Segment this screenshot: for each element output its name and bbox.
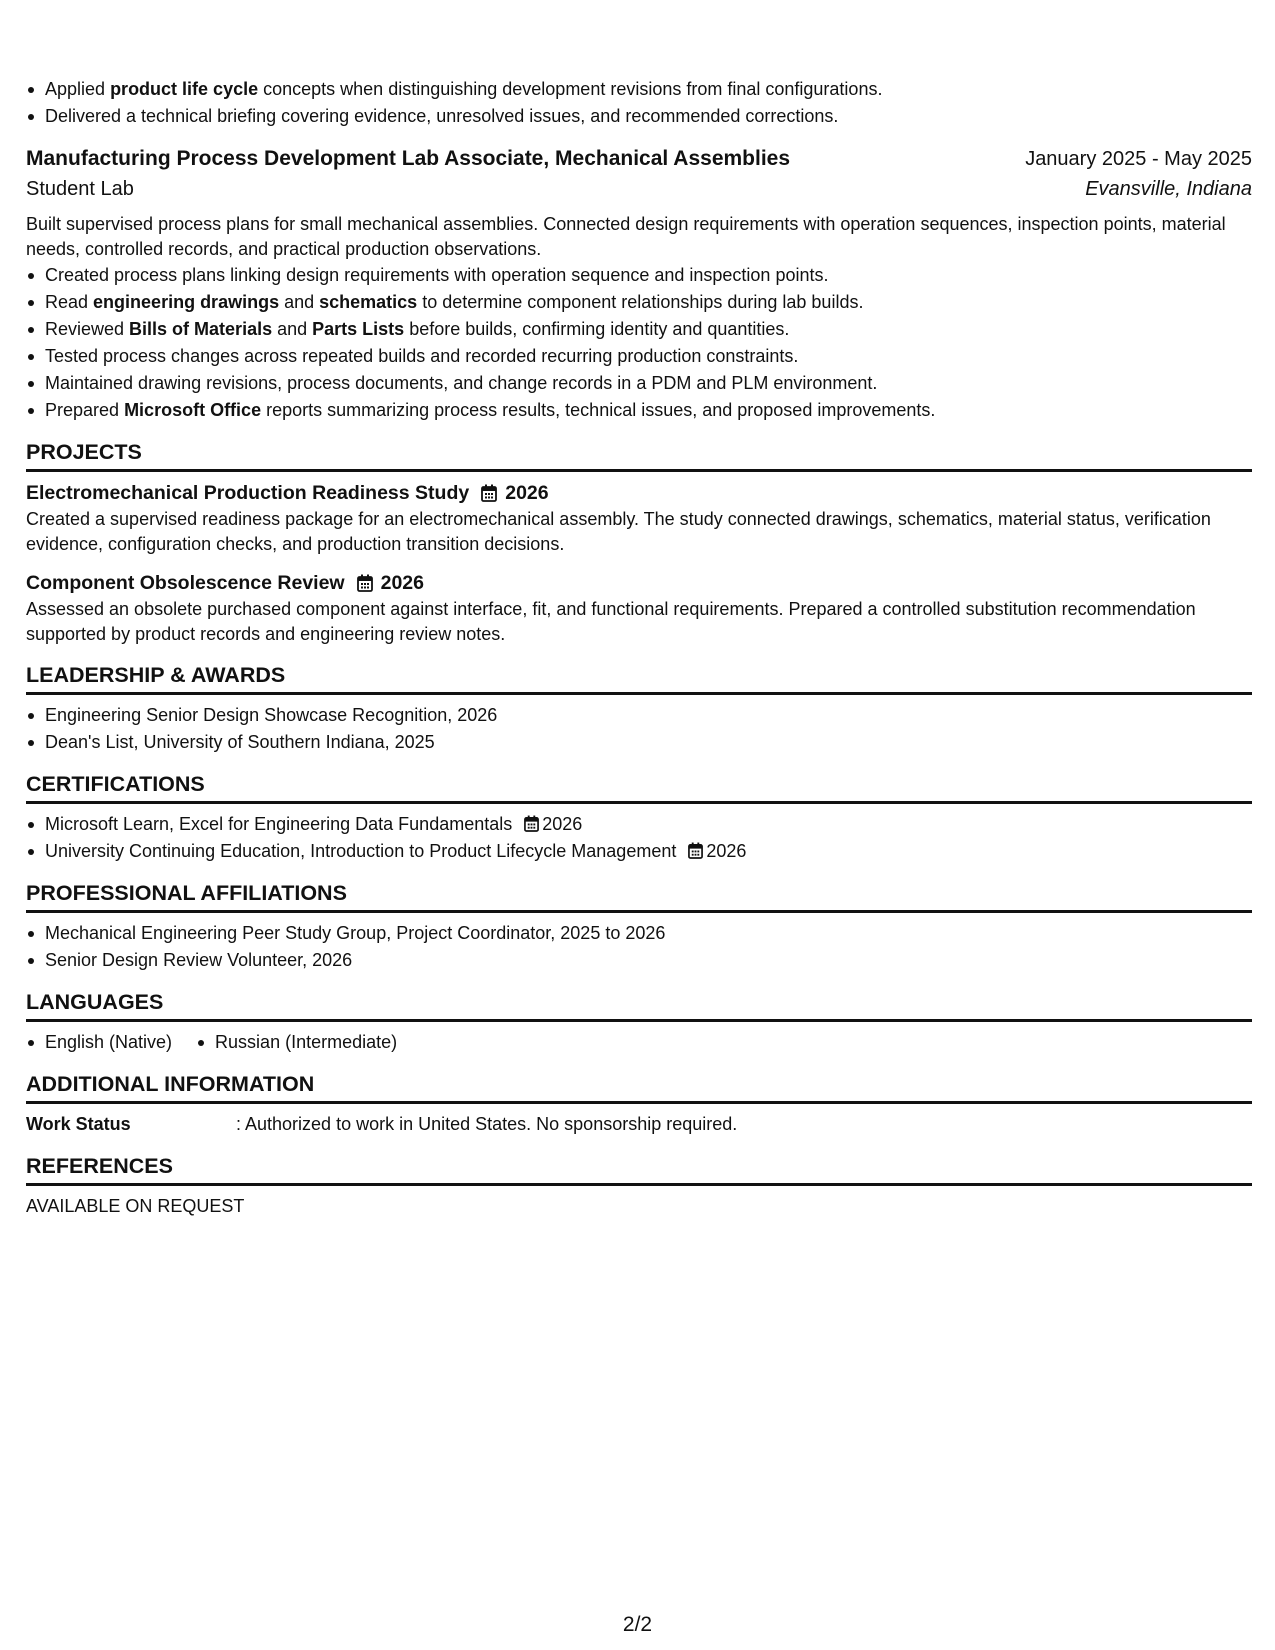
project-entry — [26, 479, 1252, 557]
job-title: Manufacturing Process Development Lab Associate, Mechanical Assemblies — [26, 147, 791, 170]
job-location: Evansville, Indiana — [1085, 178, 1252, 200]
list-item: Engineering Senior Design Showcase Recognition, 2026 — [45, 702, 1252, 729]
resume-page — [26, 76, 1252, 1220]
job-subheader — [26, 174, 1252, 204]
list-item: Created process plans linking design requirements with operation sequence and inspection points. — [45, 262, 1252, 289]
certification-name: Microsoft Learn, Excel for Engineering Data Fundamentals — [45, 814, 513, 834]
job-description: Built supervised process plans for small mechanical assemblies. Connected design requirements with operation sequences, inspection points, material needs, controlled records, and practical production observations. — [26, 214, 1226, 259]
list-item: English (Native) — [45, 1029, 172, 1056]
project-title: Electromechanical Production Readiness Study — [26, 482, 470, 504]
job-bullets — [26, 262, 1252, 424]
job-header — [26, 144, 1252, 174]
list-item: Russian (Intermediate) — [215, 1029, 397, 1056]
list-item: Reviewed Bills of Materials and Parts Lists before builds, confirming identity and quantities. — [45, 316, 1252, 343]
certification-name: University Continuing Education, Introduction to Product Lifecycle Management — [45, 841, 677, 861]
calendar-icon — [688, 842, 703, 859]
project-title: Component Obsolescence Review — [26, 572, 345, 594]
job-dates: January 2025 - May 2025 — [1025, 148, 1252, 170]
list-item: Mechanical Engineering Peer Study Group, Project Coordinator, 2025 to 2026 — [45, 920, 1252, 947]
certification-date: 2026 — [688, 841, 746, 861]
calendar-icon — [357, 574, 373, 592]
list-item: Dean's List, University of Southern Indiana, 2025 — [45, 729, 1252, 756]
list-item: Prepared Microsoft Office reports summarizing process results, technical issues, and proposed improvements. — [45, 397, 1252, 424]
list-item: Delivered a technical briefing covering evidence, unresolved issues, and recommended corrections. — [45, 103, 1252, 130]
affiliations-list — [26, 920, 1252, 974]
project-header — [26, 479, 1252, 507]
calendar-icon — [524, 815, 539, 832]
section-heading-languages: LANGUAGES — [26, 988, 1252, 1022]
work-status-row — [26, 1111, 1252, 1138]
work-status-label: Work Status — [26, 1114, 131, 1134]
references-text: AVAILABLE ON REQUEST — [26, 1196, 245, 1216]
section-heading-leadership: LEADERSHIP & AWARDS — [26, 661, 1252, 695]
project-year: 2026 — [505, 482, 549, 504]
list-item — [45, 838, 1252, 865]
languages-list — [26, 1029, 1252, 1056]
certification-date: 2026 — [524, 814, 582, 834]
leadership-list — [26, 702, 1252, 756]
experience-tail-list — [26, 76, 1252, 130]
list-item: Applied product life cycle concepts when distinguishing development revisions from final configurations. — [45, 76, 1252, 103]
list-item: Tested process changes across repeated builds and recorded recurring production constraints. — [45, 343, 1252, 370]
page-number: 2/2 — [622, 1613, 653, 1636]
certifications-list — [26, 811, 1252, 865]
section-heading-additional-info: ADDITIONAL INFORMATION — [26, 1070, 1252, 1104]
job-organization: Student Lab — [26, 178, 134, 200]
project-year: 2026 — [380, 572, 424, 594]
project-entry — [26, 569, 1252, 647]
list-item: Read engineering drawings and schematics to determine component relationships during lab builds. — [45, 289, 1252, 316]
work-status-value: : Authorized to work in United States. No sponsorship required. — [236, 1114, 738, 1134]
section-heading-projects: PROJECTS — [26, 438, 1252, 472]
section-heading-affiliations: PROFESSIONAL AFFILIATIONS — [26, 879, 1252, 913]
section-heading-certifications: CERTIFICATIONS — [26, 770, 1252, 804]
list-item — [45, 811, 1252, 838]
calendar-icon — [481, 484, 497, 502]
project-header — [26, 569, 1252, 597]
project-description: Created a supervised readiness package for an electromechanical assembly. The study connected drawings, schematics, material status, verification evidence, configuration checks, and production transition decisions. — [26, 509, 1211, 554]
list-item: Maintained drawing revisions, process documents, and change records in a PDM and PLM environment. — [45, 370, 1252, 397]
list-item: Senior Design Review Volunteer, 2026 — [45, 947, 1252, 974]
section-heading-references: REFERENCES — [26, 1152, 1252, 1186]
project-description: Assessed an obsolete purchased component against interface, fit, and functional requirements. Prepared a controlled substitution recommendation supported by product records and engineering review notes. — [26, 599, 1196, 644]
